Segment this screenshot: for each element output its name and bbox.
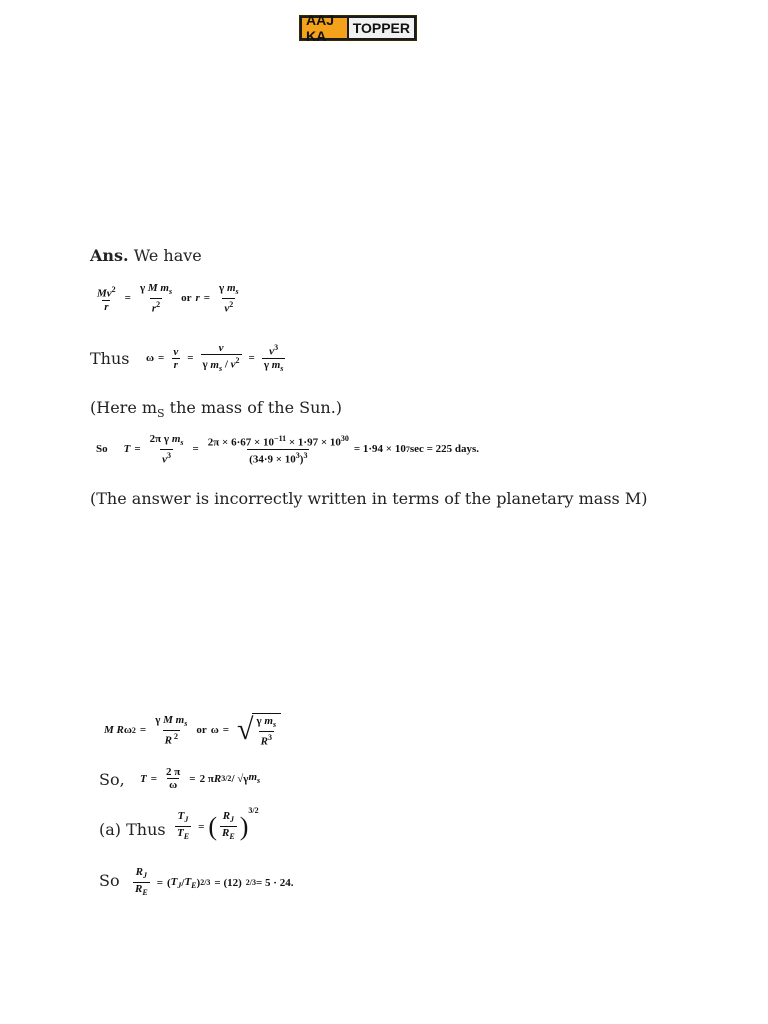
ans-text: We have bbox=[128, 246, 202, 265]
logo-part-2: TOPPER bbox=[349, 18, 414, 38]
mass-note bbox=[90, 398, 342, 420]
ratio-result: = (12) bbox=[214, 876, 242, 889]
so-label-1: So bbox=[96, 443, 108, 456]
part-a-label: (a) Thus bbox=[99, 820, 166, 839]
answer-note: (The answer is incorrectly written in terms of the planetary mass M) bbox=[90, 489, 648, 508]
period-result: = 1·94 × 10 bbox=[353, 443, 406, 456]
equation-period: So T = $\frac{2\pi \gamma m_s}{v^3}$ = $\frac{2\pi \times 6\cdot 67 \times 10^{-11} \times 1\cdot 97 \times 10^{30}}{(34\cdot 9 \times 10^3)^3}$ = 1·94 × 10 7 sec = 225 days. bbox=[96, 433, 480, 466]
ans-line bbox=[90, 246, 202, 265]
ratio-value: = 5 · 24. bbox=[256, 876, 294, 889]
so-label-3: So bbox=[99, 871, 120, 890]
thus-label: Thus bbox=[90, 349, 130, 368]
equation-circular-orbit: M R ω 2 = $\frac{\gamma M m_s}{R ^2}$ or ω = √ $\frac{\gamma m_s}{R^3}$ bbox=[104, 713, 281, 748]
mass-note-subscript: S bbox=[157, 407, 165, 421]
ratio-exponent: 2/3 bbox=[245, 878, 257, 888]
ans-label: Ans. bbox=[90, 246, 129, 265]
equation-period-ratio: $\frac{T_J}{T_E}$ = ( $\frac{R_J}{R_E}$ ) $^{3/2}$ bbox=[177, 806, 259, 842]
period-exponent: 7 bbox=[405, 444, 410, 454]
or-word-1: or bbox=[181, 292, 192, 305]
or-word-2: or bbox=[196, 724, 207, 737]
period-days: sec = 225 days. bbox=[409, 443, 480, 456]
equation-radius-ratio: $\frac{R_J}{R_E}$ = ( $T_J$ / $T_E$ ) 2/3 = (12) 2/3 = 5 · 24. bbox=[135, 866, 294, 898]
aaj-ka-topper-logo bbox=[299, 12, 417, 44]
equation-period-kepler: T = $\frac{2 \pi}{\omega}$ = 2 π R 3/2 / √γ $m_s$ bbox=[140, 766, 261, 791]
mass-note-start: (Here m bbox=[90, 398, 158, 417]
equation-omega: ω = $\frac{v}{r}$ = $\frac{v}{\gamma m_s / v^2}$ = $\frac{v^3}{\gamma m_s}$ bbox=[146, 342, 284, 373]
mass-note-end: the mass of the Sun.) bbox=[164, 398, 343, 417]
so-label-2: So, bbox=[99, 770, 125, 789]
equation-force-balance: $\frac{Mv^2}{r}$ = $\frac{\gamma M m_s}{r^2}$ or r = $\frac{\gamma m_s}{v^2}$ bbox=[97, 282, 239, 315]
logo-part-1: AAJ KA bbox=[302, 18, 347, 38]
